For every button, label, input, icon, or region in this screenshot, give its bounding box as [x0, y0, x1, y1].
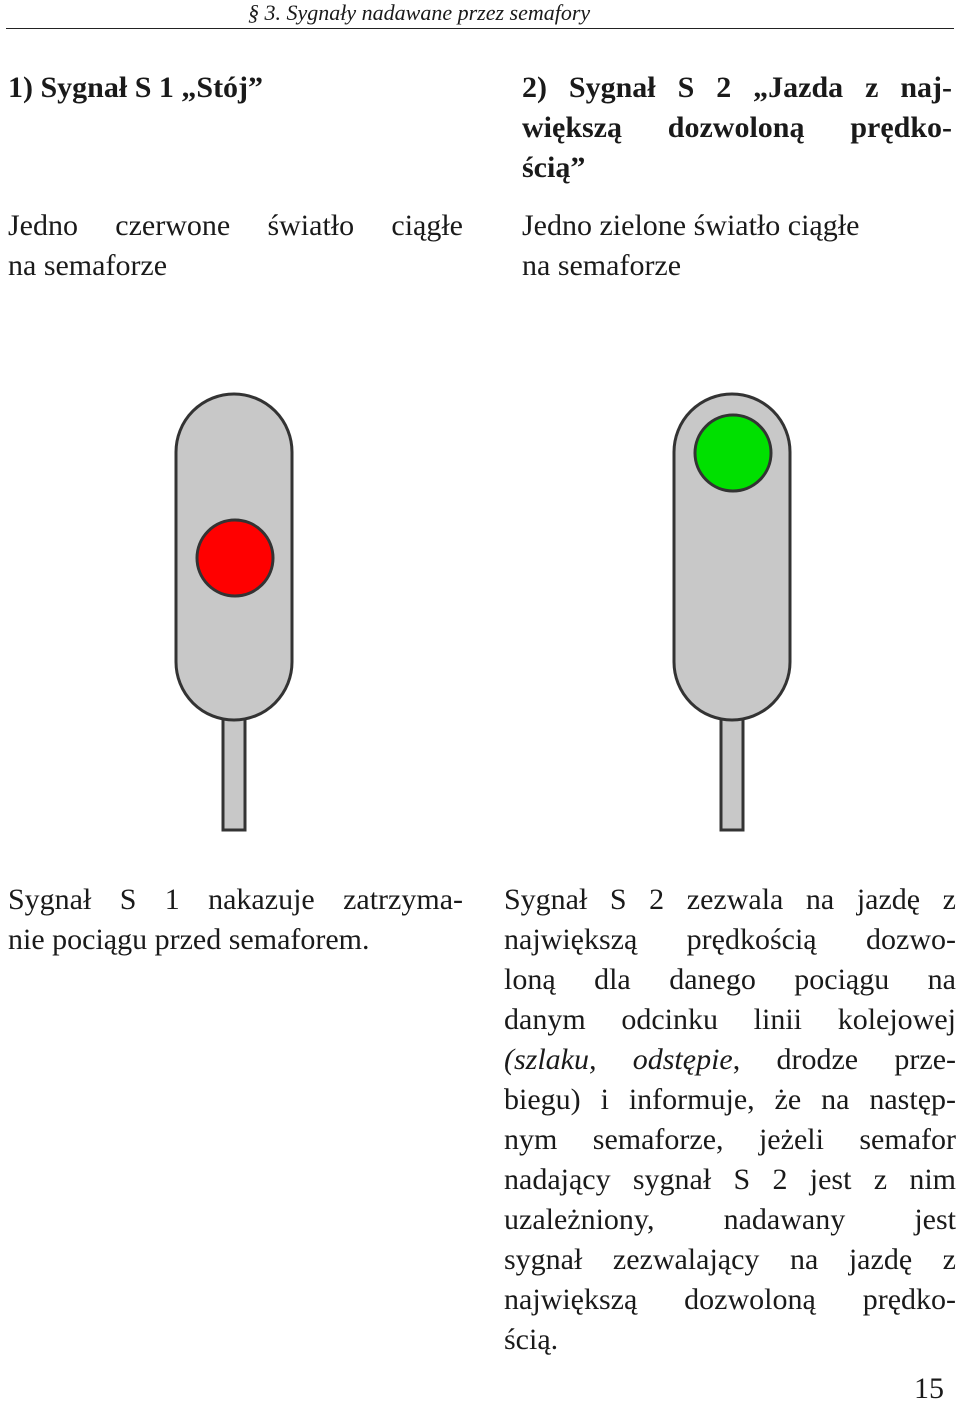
right-body-line-italic: [504, 1040, 956, 1080]
signal-s1-illustration: [170, 388, 300, 838]
signal-s2-illustration: [668, 388, 798, 838]
italic-phrase: (szlaku, odstępie: [504, 1043, 733, 1076]
running-header: [0, 0, 960, 30]
left-title: 1) Sygnał S 1 „Stój”: [8, 71, 264, 104]
signal-s1-red-lamp: [197, 520, 273, 596]
right-title-line3: ścią”: [522, 151, 586, 184]
right-body-line: nadający sygnał S 2 jest z nim: [504, 1163, 956, 1196]
right-body-line: uzależniony, nadawany jest: [504, 1203, 956, 1236]
signal-s1-post: [223, 718, 245, 830]
right-body-line: największą prędkością dozwo-: [504, 923, 956, 956]
right-subtitle-line2: na semaforze: [522, 249, 682, 282]
signal-s2-green-lamp: [695, 415, 771, 491]
left-body-line1: Sygnał S 1 nakazuje zatrzyma-: [8, 883, 463, 916]
right-body-paragraph: [504, 880, 956, 1360]
right-body-line-last: ścią.: [504, 1323, 559, 1356]
right-body-line: największą dozwoloną prędko-: [504, 1283, 956, 1316]
right-body-line: nym semaforze, jeżeli semafor: [504, 1123, 956, 1156]
right-body-line: Sygnał S 2 zezwala na jazdę z: [504, 883, 956, 916]
signal-s2-post: [721, 718, 743, 830]
after-italic: , drodze prze-: [732, 1043, 956, 1076]
header-rule: [6, 28, 954, 29]
right-body-line: danym odcinku linii kolejowej: [504, 1003, 956, 1036]
page-number: 15: [914, 1372, 944, 1405]
left-subtitle-line1: Jedno czerwone światło ciągłe: [8, 209, 463, 242]
right-body-line: loną dla danego pociągu na: [504, 963, 956, 996]
right-body-line: sygnał zezwalający na jazdę z: [504, 1243, 956, 1276]
left-subtitle-line2: na semaforze: [8, 249, 168, 282]
right-subtitle-line1: Jedno zielone światło ciągłe: [522, 209, 860, 242]
header-title: § 3. Sygnały nadawane przez semafory: [248, 0, 591, 25]
right-body-line: biegu) i informuje, że na następ-: [504, 1083, 956, 1116]
left-body-line2: nie pociągu przed semaforem.: [8, 923, 370, 956]
right-title-line2: większą dozwoloną prędko-: [522, 111, 952, 144]
right-title-line1: 2) Sygnał S 2 „Jazda z naj-: [522, 71, 952, 104]
